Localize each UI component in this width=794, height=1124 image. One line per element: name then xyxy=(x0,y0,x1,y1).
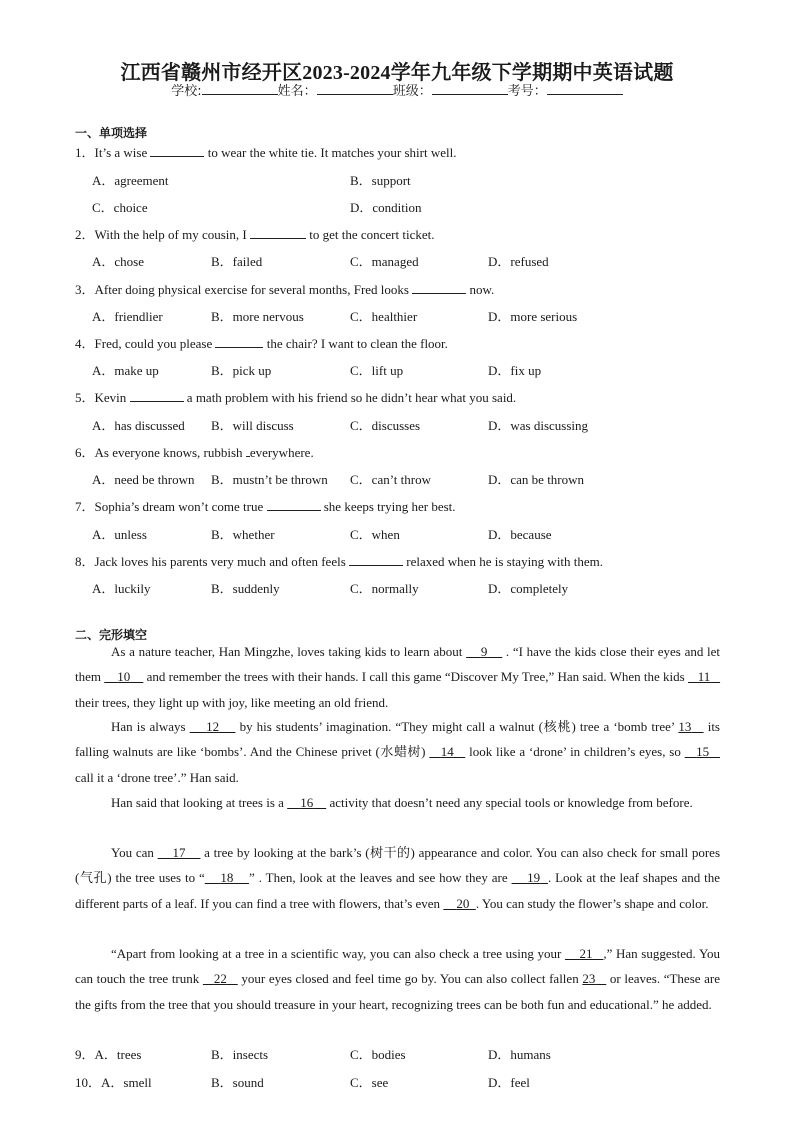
answer-blank xyxy=(150,144,204,157)
answer-blank xyxy=(412,281,466,294)
cloze-blank: 15 xyxy=(696,744,710,760)
option[interactable]: B．will discuss xyxy=(211,418,294,433)
option[interactable]: C．healthier xyxy=(350,309,418,324)
option[interactable]: B．suddenly xyxy=(211,581,280,596)
class-label: 班级： xyxy=(392,84,432,99)
page-title: 江西省赣州市经开区2023-2024学年九年级下学期期中英语试题 xyxy=(120,62,674,84)
option[interactable]: A．friendlier xyxy=(92,309,163,324)
exam-no-label: 考号： xyxy=(507,84,547,99)
question-2: 2．With the help of my cousin, I to get the concert ticket. xyxy=(75,227,435,242)
cloze-paragraph-5: “Apart from looking at a tree in a scientific way, you can also check a tree using your 21 ,” Han suggested. You can touch the tree trunk 22 your eyes closed and feel time go by. You can also collect fallen 23 or leaves. “These are the gifts from the tree that you should treasure in your heart, recognizing trees can be both fun and educational.” he added. xyxy=(75,946,721,1012)
option[interactable]: D．because xyxy=(488,527,552,542)
option[interactable]: C．can’t throw xyxy=(350,472,431,487)
option[interactable]: D．completely xyxy=(488,581,569,596)
option[interactable]: D．refused xyxy=(488,254,549,269)
option[interactable]: C．discusses xyxy=(350,418,421,433)
option[interactable]: B．sound xyxy=(211,1075,264,1090)
class-blank[interactable] xyxy=(432,82,508,95)
option[interactable]: C．choice xyxy=(92,200,148,215)
option[interactable]: A．unless xyxy=(92,527,147,542)
option[interactable]: C．see xyxy=(350,1075,389,1090)
option[interactable]: A．chose xyxy=(92,254,144,269)
answer-blank xyxy=(250,226,306,239)
option[interactable]: D．fix up xyxy=(488,363,542,378)
cloze-paragraph-2: Han is always 12 by his students’ imagination. “They might call a walnut (核桃) tree a ‘bomb tree’ 13 its falling walnuts are like ‘bombs’. And the Chinese privet (水蜡树) 14 look like a ‘drone’ in children’s eyes, so 15 call it a ‘drone tree’.” Han said. xyxy=(75,719,720,785)
cloze-blank: 13 xyxy=(678,719,692,734)
cloze-question-10: 10．A．smell xyxy=(75,1075,152,1090)
option[interactable]: B．insects xyxy=(211,1047,269,1062)
question-8: 8．Jack loves his parents very much and often feels relaxed when he is staying with them. xyxy=(75,554,604,569)
answer-blank xyxy=(267,498,321,511)
option[interactable]: A．agreement xyxy=(92,173,169,188)
school-blank[interactable] xyxy=(202,82,278,95)
question-4: 4．Fred, could you please the chair? I want to clean the floor. xyxy=(75,336,448,351)
option[interactable]: D．was discussing xyxy=(488,418,589,433)
option[interactable]: D．feel xyxy=(488,1075,530,1090)
option[interactable]: C．when xyxy=(350,527,400,542)
cloze-blank: 18 xyxy=(220,870,234,886)
cloze-paragraph-3: Han said that looking at trees is a 16 activity that doesn’t need any special tools or knowledge from before. xyxy=(111,795,693,810)
answer-blank xyxy=(215,335,263,348)
cloze-blank: 19 xyxy=(527,870,541,886)
cloze-paragraph-1: As a nature teacher, Han Mingzhe, loves taking kids to learn about 9 . “I have the kids close their eyes and let them 10 and remember the trees with their hands. I call this game “Discover My Tree,” Han said. When the kids 11 their trees, they light up with joy, like meeting an old friend. xyxy=(75,644,721,710)
name-label: 姓名： xyxy=(277,84,317,99)
cloze-question-9: 9．A．trees xyxy=(75,1047,142,1062)
question-3: 3．After doing physical exercise for several months, Fred looks now. xyxy=(75,282,495,297)
question-6: 6．As everyone knows, rubbish everywhere. xyxy=(75,445,314,460)
student-info-line xyxy=(0,80,794,99)
option[interactable]: B．whether xyxy=(211,527,275,542)
cloze-blank: 12 xyxy=(206,719,220,734)
answer-blank xyxy=(130,389,184,402)
question-5: 5．Kevin a math problem with his friend so he didn’t hear what you said. xyxy=(75,390,517,405)
cloze-blank: 9 xyxy=(480,644,488,659)
option[interactable]: B．more nervous xyxy=(211,309,304,324)
option[interactable]: D．more serious xyxy=(488,309,578,324)
cloze-blank: 21 xyxy=(579,946,593,961)
answer-blank xyxy=(349,553,403,566)
cloze-blank: 14 xyxy=(440,744,454,760)
cloze-blank: 17 xyxy=(172,845,186,860)
option[interactable]: A．need be thrown xyxy=(92,472,195,487)
section2-heading: 二、完形填空 xyxy=(75,628,148,642)
section1-heading: 一、单项选择 xyxy=(75,126,148,140)
option[interactable]: A．trees xyxy=(94,1047,142,1062)
cloze-blank: 11 xyxy=(697,669,711,685)
option[interactable]: D．condition xyxy=(350,200,422,215)
option[interactable]: A．make up xyxy=(92,363,159,378)
cloze-blank: 22 xyxy=(213,971,227,987)
option[interactable]: B．mustn’t be thrown xyxy=(211,472,328,487)
cloze-blank: 10 xyxy=(117,669,131,685)
school-label: 学校: xyxy=(171,84,202,99)
option[interactable]: A．luckily xyxy=(92,581,151,596)
question-7: 7．Sophia’s dream won’t come true she keeps trying her best. xyxy=(75,499,456,514)
option[interactable]: A．has discussed xyxy=(92,418,185,433)
option[interactable]: D．humans xyxy=(488,1047,551,1062)
option[interactable]: C．bodies xyxy=(350,1047,406,1062)
cloze-blank: 20 xyxy=(456,895,470,911)
name-blank[interactable] xyxy=(317,82,393,95)
cloze-blank: 16 xyxy=(300,795,314,810)
cloze-blank: 23 xyxy=(582,971,596,987)
exam-no-blank[interactable] xyxy=(547,82,623,95)
option[interactable]: D．can be thrown xyxy=(488,472,585,487)
option[interactable]: B．failed xyxy=(211,254,263,269)
option[interactable]: C．managed xyxy=(350,254,419,269)
question-1: 1．It’s a wise to wear the white tie. It matches your shirt well. xyxy=(75,145,457,160)
option[interactable]: C．lift up xyxy=(350,363,404,378)
option[interactable]: C．normally xyxy=(350,581,419,596)
cloze-paragraph-4: You can 17 a tree by looking at the bark’s (树干的) appearance and color. You can also check for small pores (气孔) the tree uses to “ 18 ” . Then, look at the leaves and see how they are 19 . Look at the leaf shapes and the different parts of a leaf. If you can find a tree with flowers, that’s even 20 . You can study the flower’s shape and color. xyxy=(75,845,721,911)
option[interactable]: A．smell xyxy=(101,1075,152,1090)
option[interactable]: B．support xyxy=(350,173,411,188)
option[interactable]: B．pick up xyxy=(211,363,272,378)
